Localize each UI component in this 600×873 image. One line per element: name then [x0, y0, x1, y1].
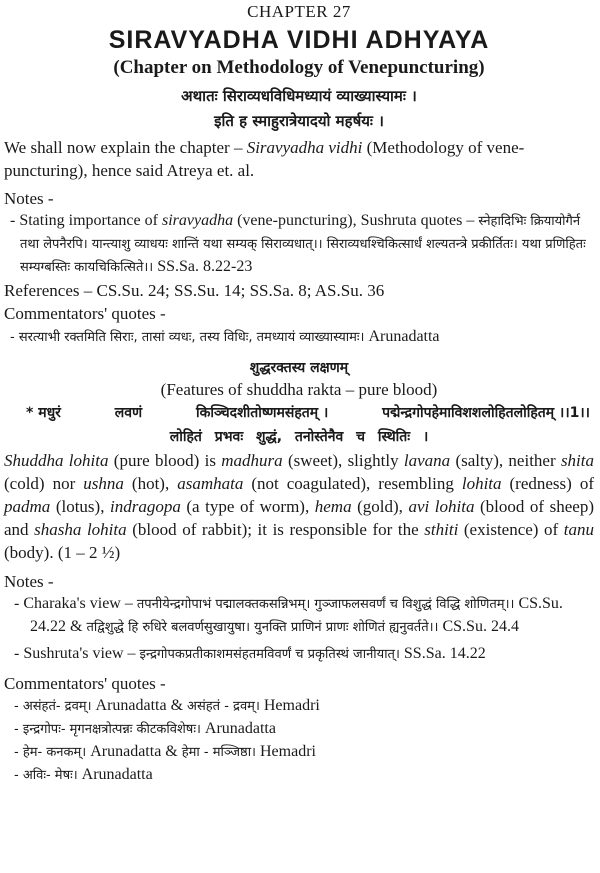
desc-2: (sweet), slightly: [282, 451, 404, 470]
term-4: shita: [560, 451, 594, 470]
intro-paragraph: [4, 136, 594, 182]
term-6: asamhata: [177, 474, 244, 493]
term-9: indragopa: [110, 497, 181, 516]
notes-item-1-a: - Stating importance of: [10, 212, 162, 229]
opening-verse-line1: अथातः सिराव्यधविधिमध्यायं व्याख्यास्यामः ।: [181, 87, 417, 105]
commentators-item-1-sanskrit: - सरत्याभी रक्तमिति सिराः, तासां व्यधः, तस्य विधिः, तमध्यायं व्याख्यास्यामः।: [10, 330, 365, 345]
charaka-ref-2: CS.Su. 24.4: [438, 618, 519, 635]
sushruta-label: - Sushruta's view –: [14, 645, 140, 662]
chapter-title: SIRAVYADHA VIDHI ADHYAYA: [108, 26, 490, 54]
term-10: hema: [314, 497, 352, 516]
list-item: [4, 695, 594, 718]
intro-text-b: Siravyadha vidhi: [246, 138, 363, 157]
term-13: sthiti: [424, 520, 459, 539]
comment-1-sanskrit: - असंहतं- द्रवम्।: [14, 699, 92, 714]
verse2-word3: किञ्चिदशीतोष्णमसंहतम् ।: [195, 405, 329, 421]
term-14: tanu: [563, 520, 595, 539]
verse2-line1: [4, 401, 594, 425]
desc-8: (lotus),: [50, 497, 110, 516]
desc-6: (not coagulated), resembling: [243, 474, 462, 493]
comment-1-ref-2: Hemadri: [259, 697, 320, 714]
comment-4-sanskrit: - अविः- मेषः।: [14, 768, 78, 783]
desc-12: (blood of rabbit); it is responsible for the: [126, 520, 425, 539]
verse2-word1: * मधुरं: [26, 405, 61, 421]
references-label: References: [4, 281, 80, 300]
section-subtitle: (Features of shuddha rakta – pure blood): [160, 380, 438, 399]
notes-item-1: [4, 210, 594, 279]
charaka-ref-1: CS.Su. 24.22 &: [30, 595, 563, 635]
notes-item-1-ref: SS.Sa. 8.22-23: [153, 258, 253, 275]
comment-2-sanskrit: - इन्द्रगोपः- मृगनक्षत्रोत्पन्नः कीटकविशेषः।: [14, 722, 201, 737]
charaka-sanskrit-1: तपनीयेन्द्रगोपाभं पद्मालक्तकसन्निभम्। गुञ्जाफलसवर्णं च विशुद्धं विद्धि शोणितम्।।: [136, 597, 515, 612]
notes-heading-2: Notes -: [4, 572, 54, 591]
verse2-line2: लोहितं प्रभवः शुद्धं, तनोस्तेनैव च स्थितिः ।: [169, 429, 429, 445]
notes-sushruta: [4, 643, 594, 666]
desc-14: (body). (1 – 2 ½): [4, 543, 121, 562]
term-11: avi lohita: [408, 497, 475, 516]
term-12: shasha lohita: [34, 520, 127, 539]
sushruta-ref: SS.Sa. 14.22: [399, 645, 486, 662]
term-2: madhura: [221, 451, 283, 470]
comment-3-ref-2: Hemadri: [256, 743, 316, 760]
comment-1-ref: Arunadatta &: [91, 697, 188, 714]
term-5: ushna: [83, 474, 124, 493]
charaka-label: - Charaka's view –: [14, 595, 137, 612]
commentators-heading-2: Commentators' quotes -: [4, 674, 166, 693]
desc-1: (pure blood) is: [108, 451, 222, 470]
desc-9: (a type of worm),: [180, 497, 315, 516]
verse2-word2: लवणं: [114, 405, 143, 421]
section-header: [4, 357, 594, 401]
desc-11: (blood of sheep) and: [4, 497, 594, 539]
term-8: padma: [4, 497, 51, 516]
comment-3-ref: Arunadatta &: [86, 743, 182, 760]
notes-charaka: [4, 593, 594, 639]
comment-3-sanskrit: - हेम- कनकम्।: [14, 745, 87, 760]
comment-4-ref: Arunadatta: [77, 766, 153, 783]
sushruta-sanskrit: इन्द्रगोपकप्रतीकाशमसंहतमविवर्णं च प्रकृतिस्थं जानीयात्।: [139, 647, 400, 662]
commentators-item-1: [4, 325, 594, 349]
desc-7: (redness) of: [501, 474, 594, 493]
comment-1-sanskrit-2: असंहतं - द्रवम्।: [187, 699, 260, 714]
comment-2-ref: Arunadatta: [200, 720, 276, 737]
term-3: lavana: [403, 451, 451, 470]
notes-heading-1: Notes -: [4, 189, 54, 208]
opening-verse: [4, 84, 594, 134]
commentators-list: [4, 695, 594, 787]
notes-item-1-sanskrit: स्नेहादिभिः क्रियायोगैर्न तथा लेपनैरपि। यान्त्याशु व्याधयः शान्तिं यथा सम्यक् सिराव्यधात्।। सिराव्यधश्चिकित्सार्धं शल्यतन्त्रे प्रकीर्तितः। यथा प्रणिहितः सम्यग्बस्तिः कायचिकित्सिते।।: [20, 214, 586, 275]
references-line: [4, 279, 594, 302]
desc-13: (existence) of: [458, 520, 564, 539]
opening-verse-line2: इति ह स्माहुरात्रेयादयो महर्षयः ।: [214, 112, 384, 130]
verse2-word4: पद्मेन्द्रगोपहेमाविशशलोहितलोहितम् ।।1।।: [382, 405, 590, 421]
description-paragraph: [4, 449, 594, 564]
references-text: – CS.Su. 24; SS.Su. 14; SS.Sa. 8; AS.Su. 36: [79, 281, 385, 300]
term-1: Shuddha lohita: [4, 451, 109, 470]
notes-item-1-b: siravyadha: [161, 212, 234, 229]
desc-3: (salty), neither: [450, 451, 561, 470]
desc-10: (gold),: [351, 497, 409, 516]
list-item: [4, 764, 594, 787]
desc-5: (hot),: [123, 474, 178, 493]
chapter-number: CHAPTER 27: [247, 2, 351, 21]
intro-text-a: We shall now explain the chapter –: [4, 138, 247, 157]
comment-3-sanskrit-2: हेमा - मञ्जिष्ठा।: [181, 745, 256, 760]
term-7: lohita: [461, 474, 502, 493]
section-title: शुद्धरक्तस्य लक्षणम्: [249, 360, 349, 376]
list-item: [4, 718, 594, 741]
commentators-item-1-ref: Arunadatta: [364, 328, 440, 345]
desc-4: (cold) nor: [4, 474, 84, 493]
charaka-sanskrit-2: तद्विशुद्धे हि रुधिरे बलवर्णसुखायुषा। युनक्ति प्राणिनं प्राणः शोणितं ह्यनुवर्तते।।: [86, 620, 439, 635]
list-item: [4, 741, 594, 764]
intro-text-c: (Methodology of vene-puncturing), hence said Atreya et. al.: [4, 138, 525, 180]
chapter-subtitle: (Chapter on Methodology of Venepuncturing): [113, 57, 485, 78]
notes-item-1-c: (vene-puncturing), Sushruta quotes –: [233, 212, 479, 229]
commentators-heading-1: Commentators' quotes -: [4, 304, 166, 323]
